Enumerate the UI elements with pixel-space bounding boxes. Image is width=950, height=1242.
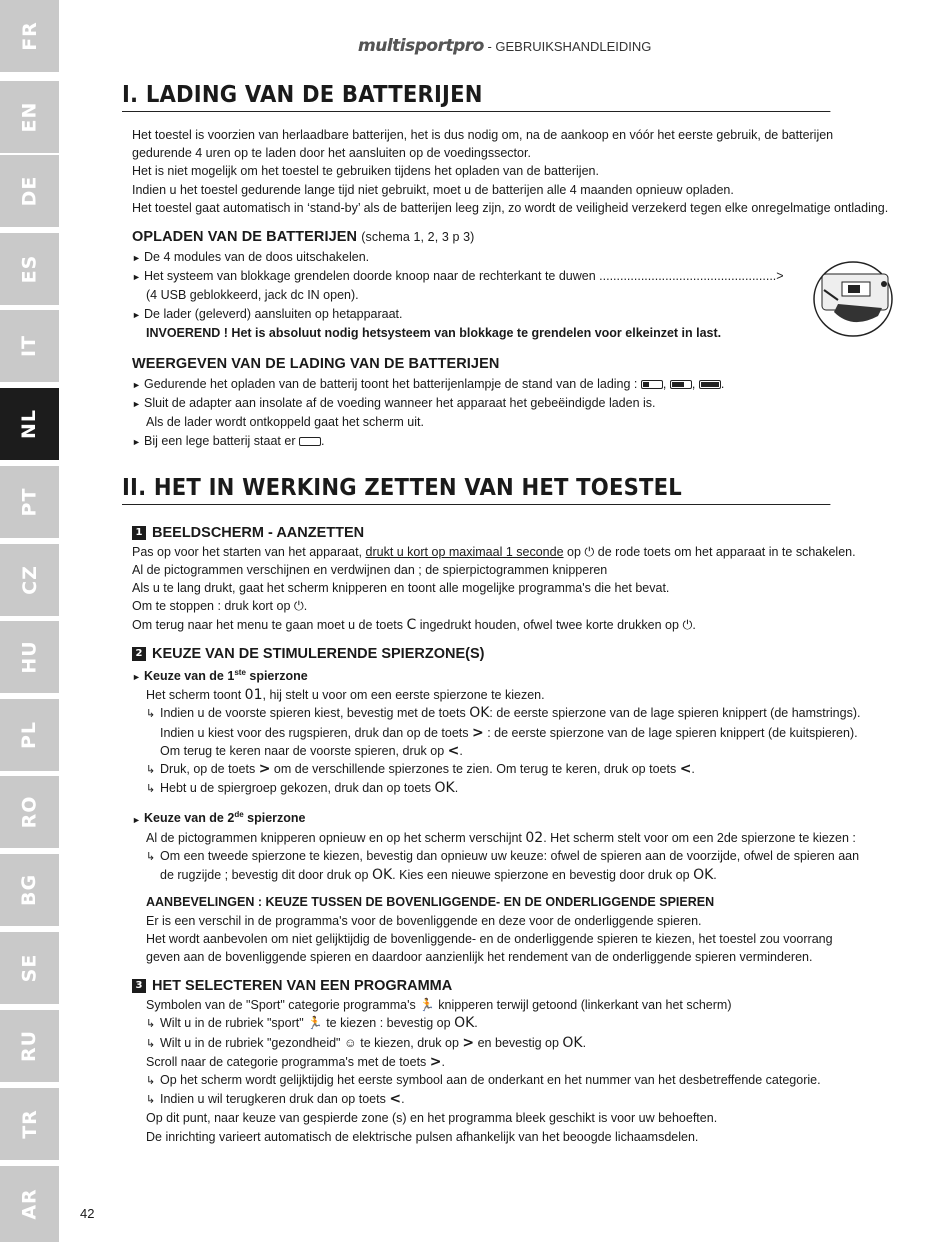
- language-sidebar: [0, 0, 59, 1242]
- triangle-bullet-icon: ►: [132, 272, 141, 283]
- recommendation-title: AANBEVELINGEN : KEUZE TUSSEN DE BOVENLIGGENDE- EN DE ONDERLIGGENDE SPIEREN: [146, 895, 715, 910]
- next-key-icon: >: [472, 724, 484, 741]
- paragraph: Indien u het toestel gedurende lange tijd niet gebruikt, moet u de batterijen alle 4 maanden opnieuw opladen.: [132, 182, 734, 197]
- text-line: Als u te lang drukt, gaat het scherm knipperen en toont alle mogelijke programma's die het bevat.: [132, 581, 670, 596]
- battery-full-icon: [699, 380, 721, 389]
- ok-key-icon: OK: [562, 1034, 583, 1051]
- subsection-title: [122, 229, 892, 245]
- triangle-bullet-icon: ►: [132, 399, 141, 410]
- lang-tab-bg[interactable]: [0, 854, 59, 926]
- text-segment: Om te stoppen : druk kort op: [132, 599, 291, 614]
- health-figure-icon: ☺: [343, 1035, 357, 1050]
- text-segment: Indien u de voorste spieren kiest, bevestig met de toets: [160, 706, 466, 721]
- charge-display-list: [122, 375, 892, 451]
- step-title: [122, 978, 892, 994]
- text-segment: en bevestig op: [477, 1035, 559, 1050]
- text-line: ↳ Indien u wil terugkeren druk dan op toets <.: [146, 1090, 892, 1109]
- battery-empty-icon: [299, 437, 321, 446]
- text-line: Scroll naar de categorie programma's met de toets >.: [146, 1053, 446, 1070]
- text-segment: Scroll naar de categorie programma's met de toets: [146, 1054, 427, 1069]
- subsection-title-text: OPLADEN VAN DE BATTERIJEN: [132, 229, 358, 246]
- text-line: ↳ Wilt u in de rubriek "gezondheid" ☺ te kiezen, druk op > en bevestig op OK.: [146, 1034, 892, 1053]
- text-line: [146, 1071, 892, 1090]
- lang-tab-tr[interactable]: [0, 1088, 59, 1160]
- battery-one-third-icon: [641, 380, 663, 389]
- step-body: [122, 664, 892, 966]
- lang-tab-label: BG: [18, 873, 41, 907]
- lang-tab-ru[interactable]: [0, 1010, 59, 1082]
- text-segment: Wilt u in de rubriek "sport": [160, 1016, 304, 1031]
- list-item-continuation: Als de lader wordt ontkoppeld gaat het scherm uit.: [146, 415, 424, 430]
- lang-tab-label: IT: [18, 334, 41, 358]
- list-item-text: Het systeem van blokkage grendelen doorde knoop naar de rechterkant te duwen ...................................................>: [144, 269, 784, 284]
- section-title: I. LADING VAN DE BATTERIJEN: [122, 82, 830, 112]
- lang-tab-ar[interactable]: [0, 1166, 59, 1242]
- text-segment: Symbolen van de "Sport" categorie programma's: [146, 998, 416, 1013]
- text-segment: Het scherm toont: [146, 688, 242, 703]
- text-segment: spierzone: [249, 669, 308, 684]
- text-segment: op: [567, 544, 581, 559]
- list-item: [132, 305, 892, 324]
- text-segment: Op het scherm wordt gelijktijdig het eerste symbool aan de onderkant en het nummer van het desbetreffende categorie.: [160, 1073, 821, 1088]
- hook-arrow-icon: ↳: [146, 1018, 156, 1031]
- list-item: ► Gedurende het opladen van de batterij toont het batterijenlampje de stand van de lading : , , .: [132, 375, 892, 394]
- power-icon: ⏻: [293, 599, 304, 614]
- list-item-text: Bij een lege batterij staat er: [144, 433, 296, 448]
- ok-key-icon: OK: [454, 1015, 475, 1032]
- text-segment: om de verschillende spierzones te zien. Om terug te keren, druk op toets: [273, 762, 677, 777]
- step-title-text: BEELDSCHERM - AANZETTEN: [152, 524, 365, 541]
- choice-title: [132, 806, 892, 828]
- lang-tab-es[interactable]: [0, 233, 59, 305]
- lang-tab-label: PT: [18, 487, 41, 517]
- lang-tab-label: NL: [18, 408, 41, 440]
- lang-tab-label: ES: [18, 254, 41, 284]
- step-body: [122, 996, 892, 1146]
- text-segment: Wilt u in de rubriek "gezondheid": [160, 1035, 341, 1050]
- triangle-bullet-icon: ►: [132, 380, 141, 391]
- header-title: - GEBRUIKSHANDLEIDING: [487, 39, 652, 54]
- step-title: [122, 525, 892, 541]
- text-segment: . Kies een nieuwe spierzone en bevestig door druk op: [392, 868, 690, 883]
- text-segment: , hij stelt u voor om een eerste spierzone te kiezen.: [262, 688, 545, 703]
- main-content: [122, 82, 892, 1146]
- lang-tab-pl[interactable]: [0, 699, 59, 771]
- lang-tab-label: FR: [18, 21, 41, 51]
- next-key-icon: >: [462, 1034, 475, 1051]
- paragraph: Het is niet mogelijk om het toestel te gebruiken tijdens het opladen van de batterijen.: [132, 164, 599, 179]
- text-segment: de rugzijde ; bevestig dit door druk op: [160, 868, 369, 883]
- lang-tab-label: EN: [18, 101, 41, 133]
- step-body: [122, 543, 892, 634]
- ok-key-icon: OK: [434, 780, 455, 797]
- battery-two-thirds-icon: [670, 380, 692, 389]
- text-line: [146, 996, 892, 1014]
- text-segment: spierzone: [247, 811, 306, 826]
- emphasis-text: drukt u kort op maximaal 1 seconde: [365, 544, 564, 559]
- text-line: Al de pictogrammen verschijnen en verdwijnen dan ; de spierpictogrammen knipperen: [132, 563, 608, 578]
- text-line: [132, 543, 892, 561]
- lang-tab-label: SE: [18, 953, 41, 983]
- lang-tab-label: RU: [18, 1029, 41, 1063]
- text-segment: . Het scherm stelt voor om een 2de spierzone te kiezen :: [543, 830, 856, 845]
- text-line: De inrichting varieert automatisch de elektrische pulsen afhankelijk van het beoogde lichaamsdelen.: [146, 1129, 699, 1144]
- lang-tab-nl[interactable]: [0, 388, 59, 460]
- hook-arrow-icon: ↳: [146, 1094, 156, 1107]
- text-line: Op dit punt, naar keuze van gespierde zone (s) en het programma bleek geschikt is voor uw behoeften.: [146, 1111, 718, 1126]
- text-segment: de rode toets om het apparaat in te schakelen.: [597, 544, 856, 559]
- prev-key-icon: <: [389, 1091, 402, 1108]
- ok-key-icon: OK: [371, 867, 393, 884]
- list-item-text: De 4 modules van de doos uitschakelen.: [144, 250, 370, 265]
- c-key-icon: C: [406, 616, 417, 633]
- choice-title: [132, 664, 892, 686]
- text-segment: te kiezen, druk op: [360, 1035, 459, 1050]
- runner-icon: 🏃: [419, 998, 435, 1013]
- schema-reference: (schema 1, 2, 3 p 3): [361, 230, 475, 245]
- hook-arrow-icon: ↳: [146, 1037, 156, 1050]
- text-segment: Keuze van de 2: [144, 811, 235, 826]
- lang-tab-fr[interactable]: [0, 0, 59, 72]
- text-segment: : de eerste spierzone van de lage spieren knippert (de hamstrings).: [489, 706, 861, 721]
- lang-tab-de[interactable]: [0, 155, 59, 227]
- triangle-bullet-icon: ►: [132, 436, 141, 447]
- text-line: Om terug naar het menu te gaan moet u de toets C ingedrukt houden, ofwel twee korte drukken op ⏻.: [132, 616, 696, 633]
- lang-tab-label: PL: [18, 720, 41, 750]
- list-item-continuation: (4 USB geblokkeerd, jack dc IN open).: [146, 288, 359, 303]
- warning-text: INVOEREND ! Het is absoluut nodig hetsysteem van blokkage te grendelen voor elkeinzet in last.: [146, 325, 722, 340]
- brand-logo: multisportpro: [358, 36, 484, 56]
- text-segment: Keuze van de 1: [144, 669, 235, 684]
- text-line: ↳ Druk, op de toets > om de verschillende spierzones te zien. Om terug te keren, druk op toets <.: [132, 760, 892, 779]
- list-item: [132, 248, 892, 267]
- lang-tab-label: CZ: [18, 565, 41, 595]
- text-segment: : de eerste spierzone van de lage spieren knippert (de kuitspieren).: [487, 725, 858, 740]
- text-segment: Om een tweede spierzone te kiezen, bevestig dan opnieuw uw keuze: ofwel de spieren aan de voorzijde, ofwel de spieren aan: [160, 849, 860, 863]
- list-item: [132, 267, 892, 286]
- list-item-text: Gedurende het opladen van de batterij toont het batterijenlampje de stand van de lading :: [144, 377, 638, 392]
- lang-tab-ro[interactable]: [0, 776, 59, 848]
- paragraph: Het toestel gaat automatisch in ‘stand-by’ als de batterijen leeg zijn, zo wordt de veiligheid verzekerd tegen elke onregelmatige ontlading.: [132, 200, 889, 215]
- text-segment: Al de pictogrammen knipperen opnieuw en op het scherm verschijnt: [146, 830, 522, 845]
- hook-arrow-icon: ↳: [146, 764, 156, 777]
- lang-tab-se[interactable]: [0, 932, 59, 1004]
- prev-key-icon: <: [447, 742, 460, 759]
- runner-icon: 🏃: [307, 1016, 323, 1031]
- triangle-bullet-icon: ►: [132, 253, 141, 264]
- power-icon: ⏻: [584, 544, 595, 559]
- step-number-badge: 2: [132, 647, 146, 661]
- text-segment: Om terug naar het menu te gaan moet u de toets: [132, 617, 403, 632]
- page-header: [358, 36, 758, 56]
- text-line: de rugzijde ; bevestig dit door druk op OK. Kies een nieuwe spierzone en bevestig door druk op OK.: [160, 867, 717, 884]
- lang-tab-label: DE: [18, 175, 41, 207]
- text-line: geven aan de bovenliggende spieren en daardoor aanzienlijk het rendement van de onderliggende spieren verminderen.: [146, 950, 813, 965]
- superscript: ste: [234, 667, 246, 677]
- hook-arrow-icon: ↳: [146, 783, 156, 796]
- hook-arrow-icon: ↳: [146, 851, 156, 863]
- step-number-badge: 3: [132, 979, 146, 993]
- step-title: [122, 646, 892, 662]
- hook-arrow-icon: ↳: [146, 1075, 156, 1088]
- lang-tab-label: TR: [18, 1109, 41, 1139]
- superscript: de: [234, 810, 244, 820]
- triangle-bullet-icon: ►: [132, 672, 141, 683]
- text-line: Het wordt aanbevolen om niet gelijktijdig de bovenliggende- en de onderliggende spieren te kiezen, het toestel zou voorrang: [146, 931, 833, 946]
- list-item: [132, 394, 892, 413]
- text-segment: Pas op voor het starten van het apparaat,: [132, 544, 363, 559]
- text-segment: Indien u wil terugkeren druk dan op toets: [160, 1092, 386, 1107]
- paragraph: Het toestel is voorzien van herlaadbare batterijen, het is dus nodig om, na de aankoop en vóór het eerste gebruik, de batterijen gedurende 4 uren op te laden door het aansluiten op de voedingssector.: [132, 128, 834, 161]
- lang-tab-label: AR: [18, 1188, 41, 1220]
- triangle-bullet-icon: ►: [132, 309, 141, 320]
- text-line: ↳ Hebt u de spiergroep gekozen, druk dan op toets OK.: [132, 779, 892, 798]
- step-number-badge: 1: [132, 526, 146, 540]
- text-segment: te kiezen : bevestig op: [326, 1016, 451, 1031]
- lang-tab-en[interactable]: [0, 81, 59, 153]
- text-line: Om terug te keren naar de voorste spieren, druk op <.: [160, 742, 463, 759]
- text-segment: Om terug te keren naar de voorste spieren, druk op: [160, 743, 445, 758]
- section-title: II. HET IN WERKING ZETTEN VAN HET TOESTEL: [122, 475, 830, 505]
- lang-tab-pt[interactable]: [0, 466, 59, 538]
- subsection-title: WEERGEVEN VAN DE LADING VAN DE BATTERIJEN: [132, 356, 500, 373]
- step-title-text: KEUZE VAN DE STIMULERENDE SPIERZONE(S): [152, 645, 485, 662]
- lang-tab-label: HU: [18, 640, 41, 674]
- triangle-bullet-icon: ►: [132, 814, 141, 825]
- text-line: [132, 829, 892, 847]
- prev-key-icon: <: [679, 761, 692, 778]
- text-line: Om te stoppen : druk kort op ⏻.: [132, 599, 308, 614]
- text-line: Er is een verschil in de programma's voor de bovenliggende en deze voor de onderliggende spieren.: [146, 913, 702, 928]
- text-line: [132, 686, 892, 704]
- display-01-icon: 01: [244, 687, 263, 704]
- power-icon: ⏻: [682, 617, 693, 632]
- list-item-text: Sluit de adapter aan insolate af de voeding wanneer het apparaat het gebeëindigde laden is.: [144, 396, 656, 411]
- list-item: ► Bij een lege batterij staat er .: [132, 432, 892, 451]
- step-title-text: HET SELECTEREN VAN EEN PROGRAMMA: [152, 978, 453, 995]
- text-segment: Druk, op de toets: [160, 762, 256, 777]
- hook-arrow-icon: ↳: [146, 708, 156, 721]
- next-key-icon: >: [429, 1053, 442, 1070]
- list-item-text: De lader (geleverd) aansluiten op hetapparaat.: [144, 306, 403, 321]
- text-line: [132, 704, 892, 723]
- text-line: [132, 724, 892, 742]
- ok-key-icon: OK: [693, 867, 714, 884]
- text-line: ↳ Wilt u in de rubriek "sport" 🏃 te kiezen : bevestig op OK.: [146, 1014, 892, 1033]
- text-segment: Indien u kiest voor des rugspieren, druk dan op de toets: [160, 725, 469, 740]
- lang-tab-cz[interactable]: [0, 544, 59, 616]
- display-02-icon: 02: [525, 829, 544, 846]
- lang-tab-hu[interactable]: [0, 621, 59, 693]
- ok-key-icon: OK: [469, 705, 490, 722]
- lang-tab-label: RO: [18, 795, 41, 829]
- lang-tab-it[interactable]: [0, 310, 59, 382]
- page-number: 42: [80, 1206, 95, 1221]
- text-line: [132, 847, 892, 866]
- charging-steps: [122, 248, 892, 342]
- text-segment: ingedrukt houden, ofwel twee korte drukken op: [419, 617, 679, 632]
- next-key-icon: >: [258, 761, 271, 778]
- text-segment: knipperen terwijl getoond (linkerkant van het scherm): [438, 998, 732, 1013]
- text-segment: Hebt u de spiergroep gekozen, druk dan op toets: [160, 781, 432, 796]
